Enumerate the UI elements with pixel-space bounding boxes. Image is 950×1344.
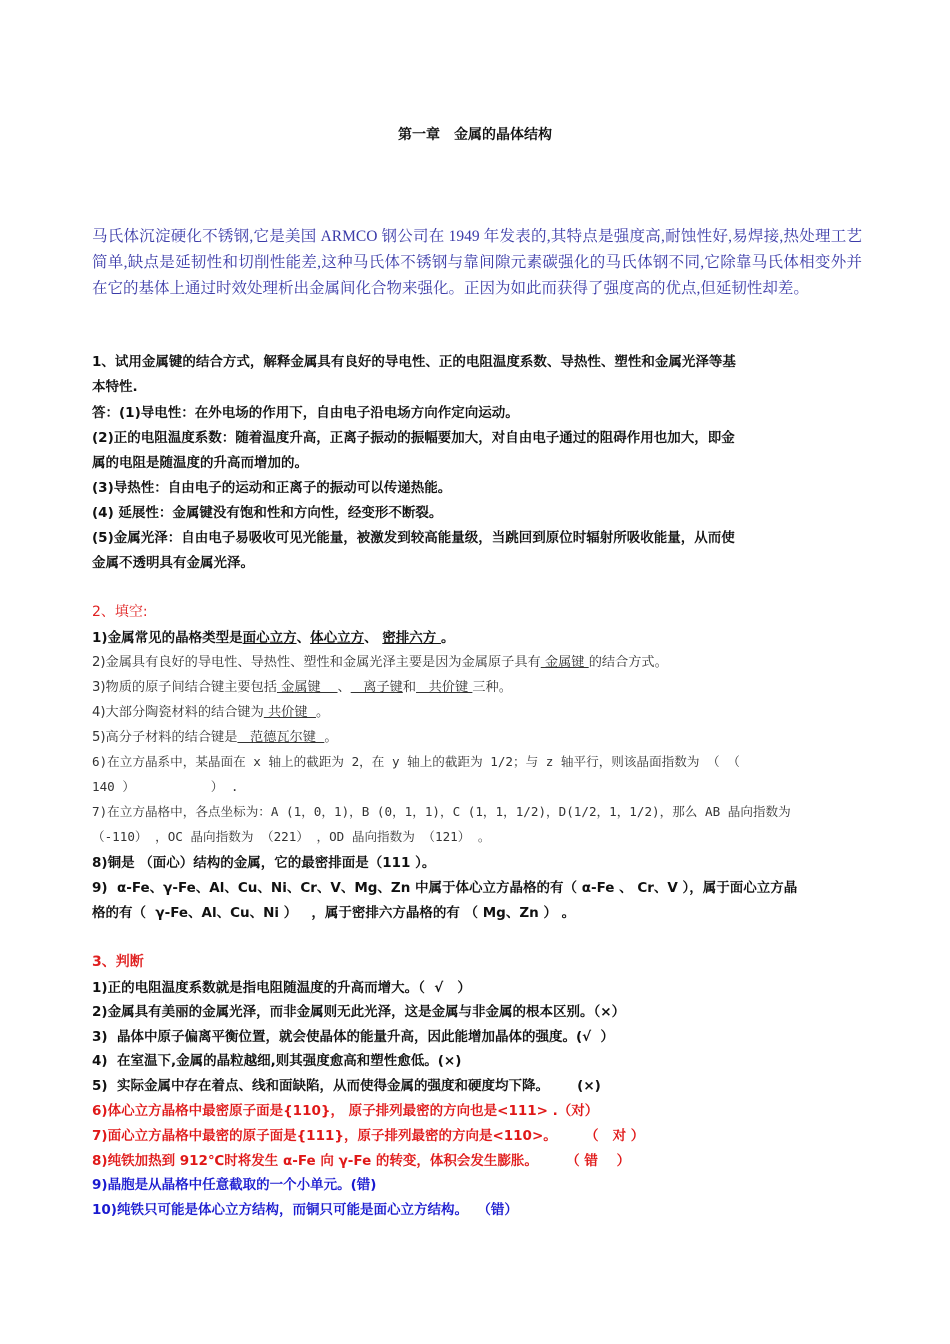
q2-heading: 2、填空:	[92, 604, 148, 620]
q3-item-9: 9)晶胞是从晶格中任意截取的一个小单元。(错)	[92, 1177, 377, 1193]
q2-item-9-line1: 9) α-Fe、γ-Fe、Al、Cu、Ni、Cr、V、Mg、Zn 中属于体心立方晶格的有（ α-Fe 、 Cr、V ），属于面心立方晶	[92, 880, 798, 896]
q2-item-7-line1: 7)在立方晶格中，各点坐标为：A (1，0，1)，B (0，1，1)，C (1，1，1/2)，D(1/2，1，1/2)，那么 AB 晶向指数为	[92, 804, 791, 819]
q2-item-5	[92, 726, 338, 745]
q1-question-line1: 1、试用金属键的结合方式，解释金属具有良好的导电性、正的电阻温度系数、导热性、塑性和金属光泽等基	[92, 354, 736, 370]
q2-item-2-pre: 2)金属具有良好的导电性、导热性、塑性和金属光泽主要是因为金属原子具有	[92, 655, 541, 670]
q2-item-3-pre: 3)物质的原子间结合键主要包括	[92, 680, 277, 695]
q2-item-5-blank-1: 范德瓦尔键	[237, 730, 325, 745]
q2-item-2-blank-1: 金属键	[540, 655, 589, 670]
q2-item-4	[92, 701, 329, 720]
q2-item-4-post: 。	[315, 705, 330, 720]
q3-item-10: 10)纯铁只可能是体心立方结构，而铜只可能是面心立方结构。 （错）	[92, 1202, 518, 1218]
q3-heading: 3、判断	[92, 954, 144, 970]
q1-answer-5-line2: 金属不透明具有金属光泽。	[92, 555, 254, 571]
q2-item-3-post: 三种。	[472, 680, 512, 695]
q2-item-4-blank-1: 共价键	[263, 705, 316, 720]
q2-item-8: 8)铜是 （面心）结构的金属，它的最密排面是（111 ）。	[92, 855, 436, 871]
q3-item-2: 2)金属具有美丽的金属光泽，而非金属则无此光泽，这是金属与非金属的根本区别。（×）	[92, 1004, 626, 1020]
q2-item-7-line2: （-110） ，OC 晶向指数为 （221） ，OD 晶向指数为 （121） 。	[92, 829, 491, 844]
q2-item-4-pre: 4)大部分陶瓷材料的结合键为	[92, 705, 264, 720]
q3-item-6: 6)体心立方晶格中最密原子面是{110}， 原子排列最密的方向也是<111> .（对）	[92, 1103, 599, 1119]
q2-item-1-blank-1: 面心立方	[242, 630, 297, 646]
q2-item-1	[92, 626, 454, 646]
q2-item-1-pre: 1)金属常见的晶格类型是	[92, 630, 243, 646]
q2-item-3-blank-2: 离子键	[350, 680, 403, 695]
q2-item-1-sep-2: 、	[364, 630, 383, 646]
q2-item-5-pre: 5)高分子材料的结合键是	[92, 730, 238, 745]
q1-answer-4: (4) 延展性：金属键没有饱和性和方向性，经变形不断裂。	[92, 505, 443, 521]
q2-item-3-sep-2: 和	[402, 680, 417, 695]
q1-answer-5-line1: (5)金属光泽：自由电子易吸收可见光能量，被激发到较高能量级，当跳回到原位时辐射所吸收能量，从而使	[92, 530, 735, 546]
q2-item-2-post: 的结合方式。	[588, 655, 668, 670]
q1-answer-2-line2: 属的电阻是随温度的升高而增加的。	[92, 455, 308, 471]
q3-item-7: 7)面心立方晶格中最密的原子面是{111}，原子排列最密的方向是<110>。 （ 对 ）	[92, 1128, 645, 1144]
q3-item-8: 8)纯铁加热到 912℃时将发生 α-Fe 向 γ-Fe 的转变，体积会发生膨胀。 （ 错 ）	[92, 1153, 631, 1169]
q1-answer-1: 答：(1)导电性：在外电场的作用下，自由电子沿电场方向作定向运动。	[92, 405, 519, 421]
q2-item-1-sep-1: 、	[296, 630, 311, 646]
q2-item-5-post: 。	[324, 730, 338, 745]
q1-answer-3: (3)导热性：自由电子的运动和正离子的振动可以传递热能。	[92, 480, 452, 496]
q2-item-6-line1: 6)在立方晶系中，某晶面在 x 轴上的截距为 2，在 y 轴上的截距为 1/2；与 z 轴平行，则该晶面指数为 （ （	[92, 754, 740, 769]
q3-item-3: 3) 晶体中原子偏离平衡位置，就会使晶体的能量升高，因此能增加晶体的强度。(√ ）	[92, 1029, 615, 1045]
q2-item-3-blank-3: 共价键	[416, 680, 473, 695]
q2-item-9-line2: 格的有（ γ-Fe、Al、Cu、Ni ） ，属于密排六方晶格的有 （ Mg、Zn ） 。	[92, 905, 576, 921]
intro-paragraph: 马氏体沉淀硬化不锈钢,它是美国 ARMCO 钢公司在 1949 年发表的,其特点是强度高,耐蚀性好,易焊接,热处理工艺简单,缺点是延韧性和切削性能差,这种马氏体不锈钢与靠间隙元素碳强化的马氏体钢不同,它除靠马氏体相变外并在它的基体上通过时效处理析出金属间化合物来强化。正因为如此而获得了强度高的优点,但延韧性却差。	[92, 228, 862, 297]
q3-item-5: 5) 实际金属中存在着点、线和面缺陷，从而使得金属的强度和硬度均下降。 (×)	[92, 1078, 601, 1094]
chapter-title: 第一章 金属的晶体结构	[398, 127, 552, 143]
q2-item-1-blank-3: 密排六方	[382, 630, 441, 646]
q2-item-2	[92, 651, 668, 670]
q3-item-1: 1)正的电阻温度系数就是指电阻随温度的升高而增大。（ √ ）	[92, 980, 471, 996]
q1-answer-2-line1: (2)正的电阻温度系数：随着温度升高，正离子振动的振幅要加大，对自由电子通过的阻碍作用也加大，即金	[92, 430, 735, 446]
q2-item-6-line2: 140 ） ） .	[92, 779, 239, 794]
q3-item-4: 4) 在室温下,金属的晶粒越细,则其强度愈高和塑性愈低。(×)	[92, 1053, 462, 1069]
q2-item-3-blank-1: 金属键	[276, 680, 338, 695]
q2-item-3-sep-1: 、	[337, 680, 351, 695]
q2-item-3	[92, 676, 512, 695]
q2-item-1-post: 。	[440, 630, 455, 646]
q2-item-1-blank-2: 体心立方	[310, 630, 365, 646]
q1-question-line2: 本特性.	[92, 379, 138, 395]
